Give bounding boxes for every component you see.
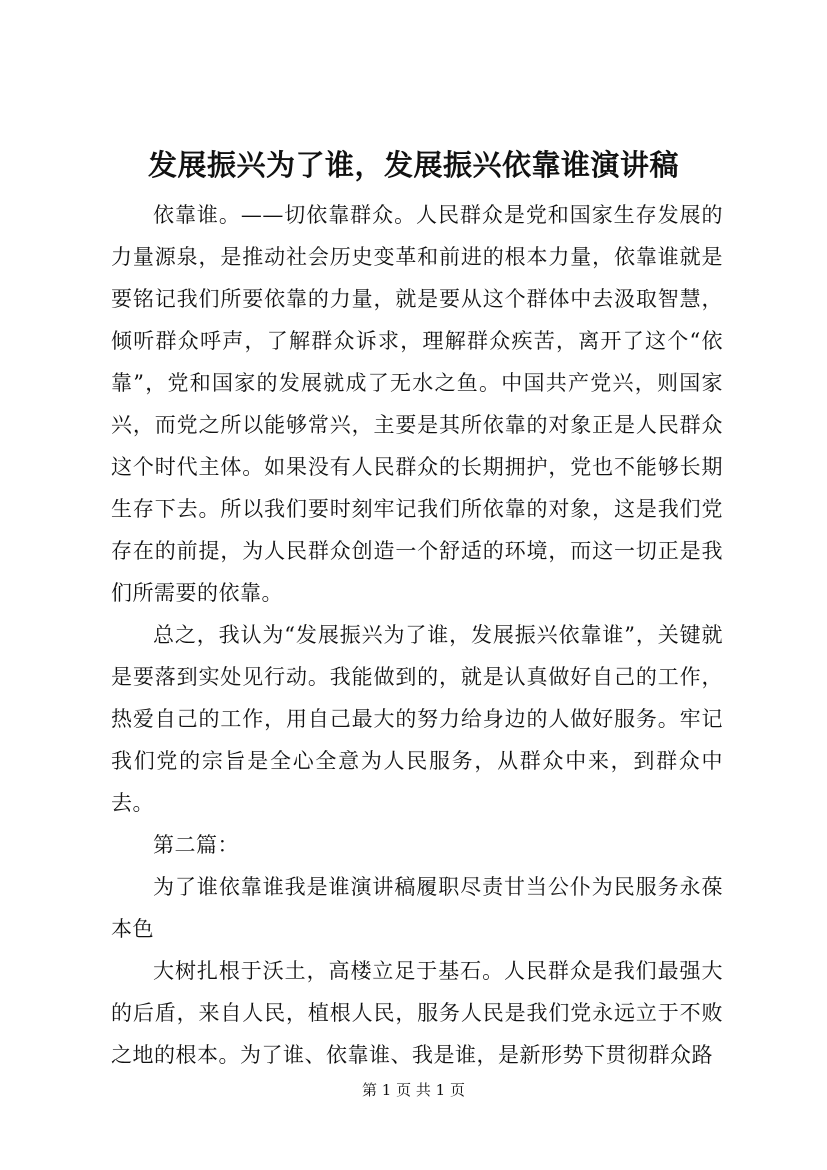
document-title: 发展振兴为了谁，发展振兴依靠谁演讲稿 [147, 148, 679, 182]
section-subtitle: 为了谁依靠谁我是谁演讲稿履职尽责甘当公仆为民服务永葆本色 [111, 875, 723, 941]
document-body [111, 194, 723, 1076]
section-heading: 第二篇： [153, 833, 239, 857]
paragraph: 依靠谁。——切依靠群众。人民群众是党和国家生存发展的力量源泉，是推动社会历史变革和前进的根本力量，依靠谁就是要铭记我们所要依靠的力量，就是要从这个群体中去汲取智慧，倾听群众呼声，了解群众诉求，理解群众疾苦，离开了这个“依靠”，党和国家的发展就成了无水之鱼。中国共产党兴，则国家兴，而党之所以能够常兴，主要是其所依靠的对象正是人民群众这个时代主体。如果没有人民群众的长期拥护，党也不能够长期生存下去。所以我们要时刻牢记我们所依靠的对象，这是我们党存在的前提，为人民群众创造一个舒适的环境，而这一切正是我们所需要的依靠。 [111, 203, 723, 605]
paragraph: 大树扎根于沃土，高楼立足于基石。人民群众是我们最强大的后盾，来自人民，植根人民，服务人民是我们党永远立于不败之地的根本。为了谁、依靠谁、我是谁，是新形势下贯彻群众路 [111, 959, 723, 1067]
paragraph: 总之，我认为“发展振兴为了谁，发展振兴依靠谁”，关键就是要落到实处见行动。我能做到的，就是认真做好自己的工作，热爱自己的工作，用自己最大的努力给身边的人做好服务。牢记我们党的宗旨是全心全意为人民服务，从群众中来，到群众中去。 [111, 623, 723, 815]
page-footer: 第 1 页 共 1 页 [362, 1081, 465, 1099]
